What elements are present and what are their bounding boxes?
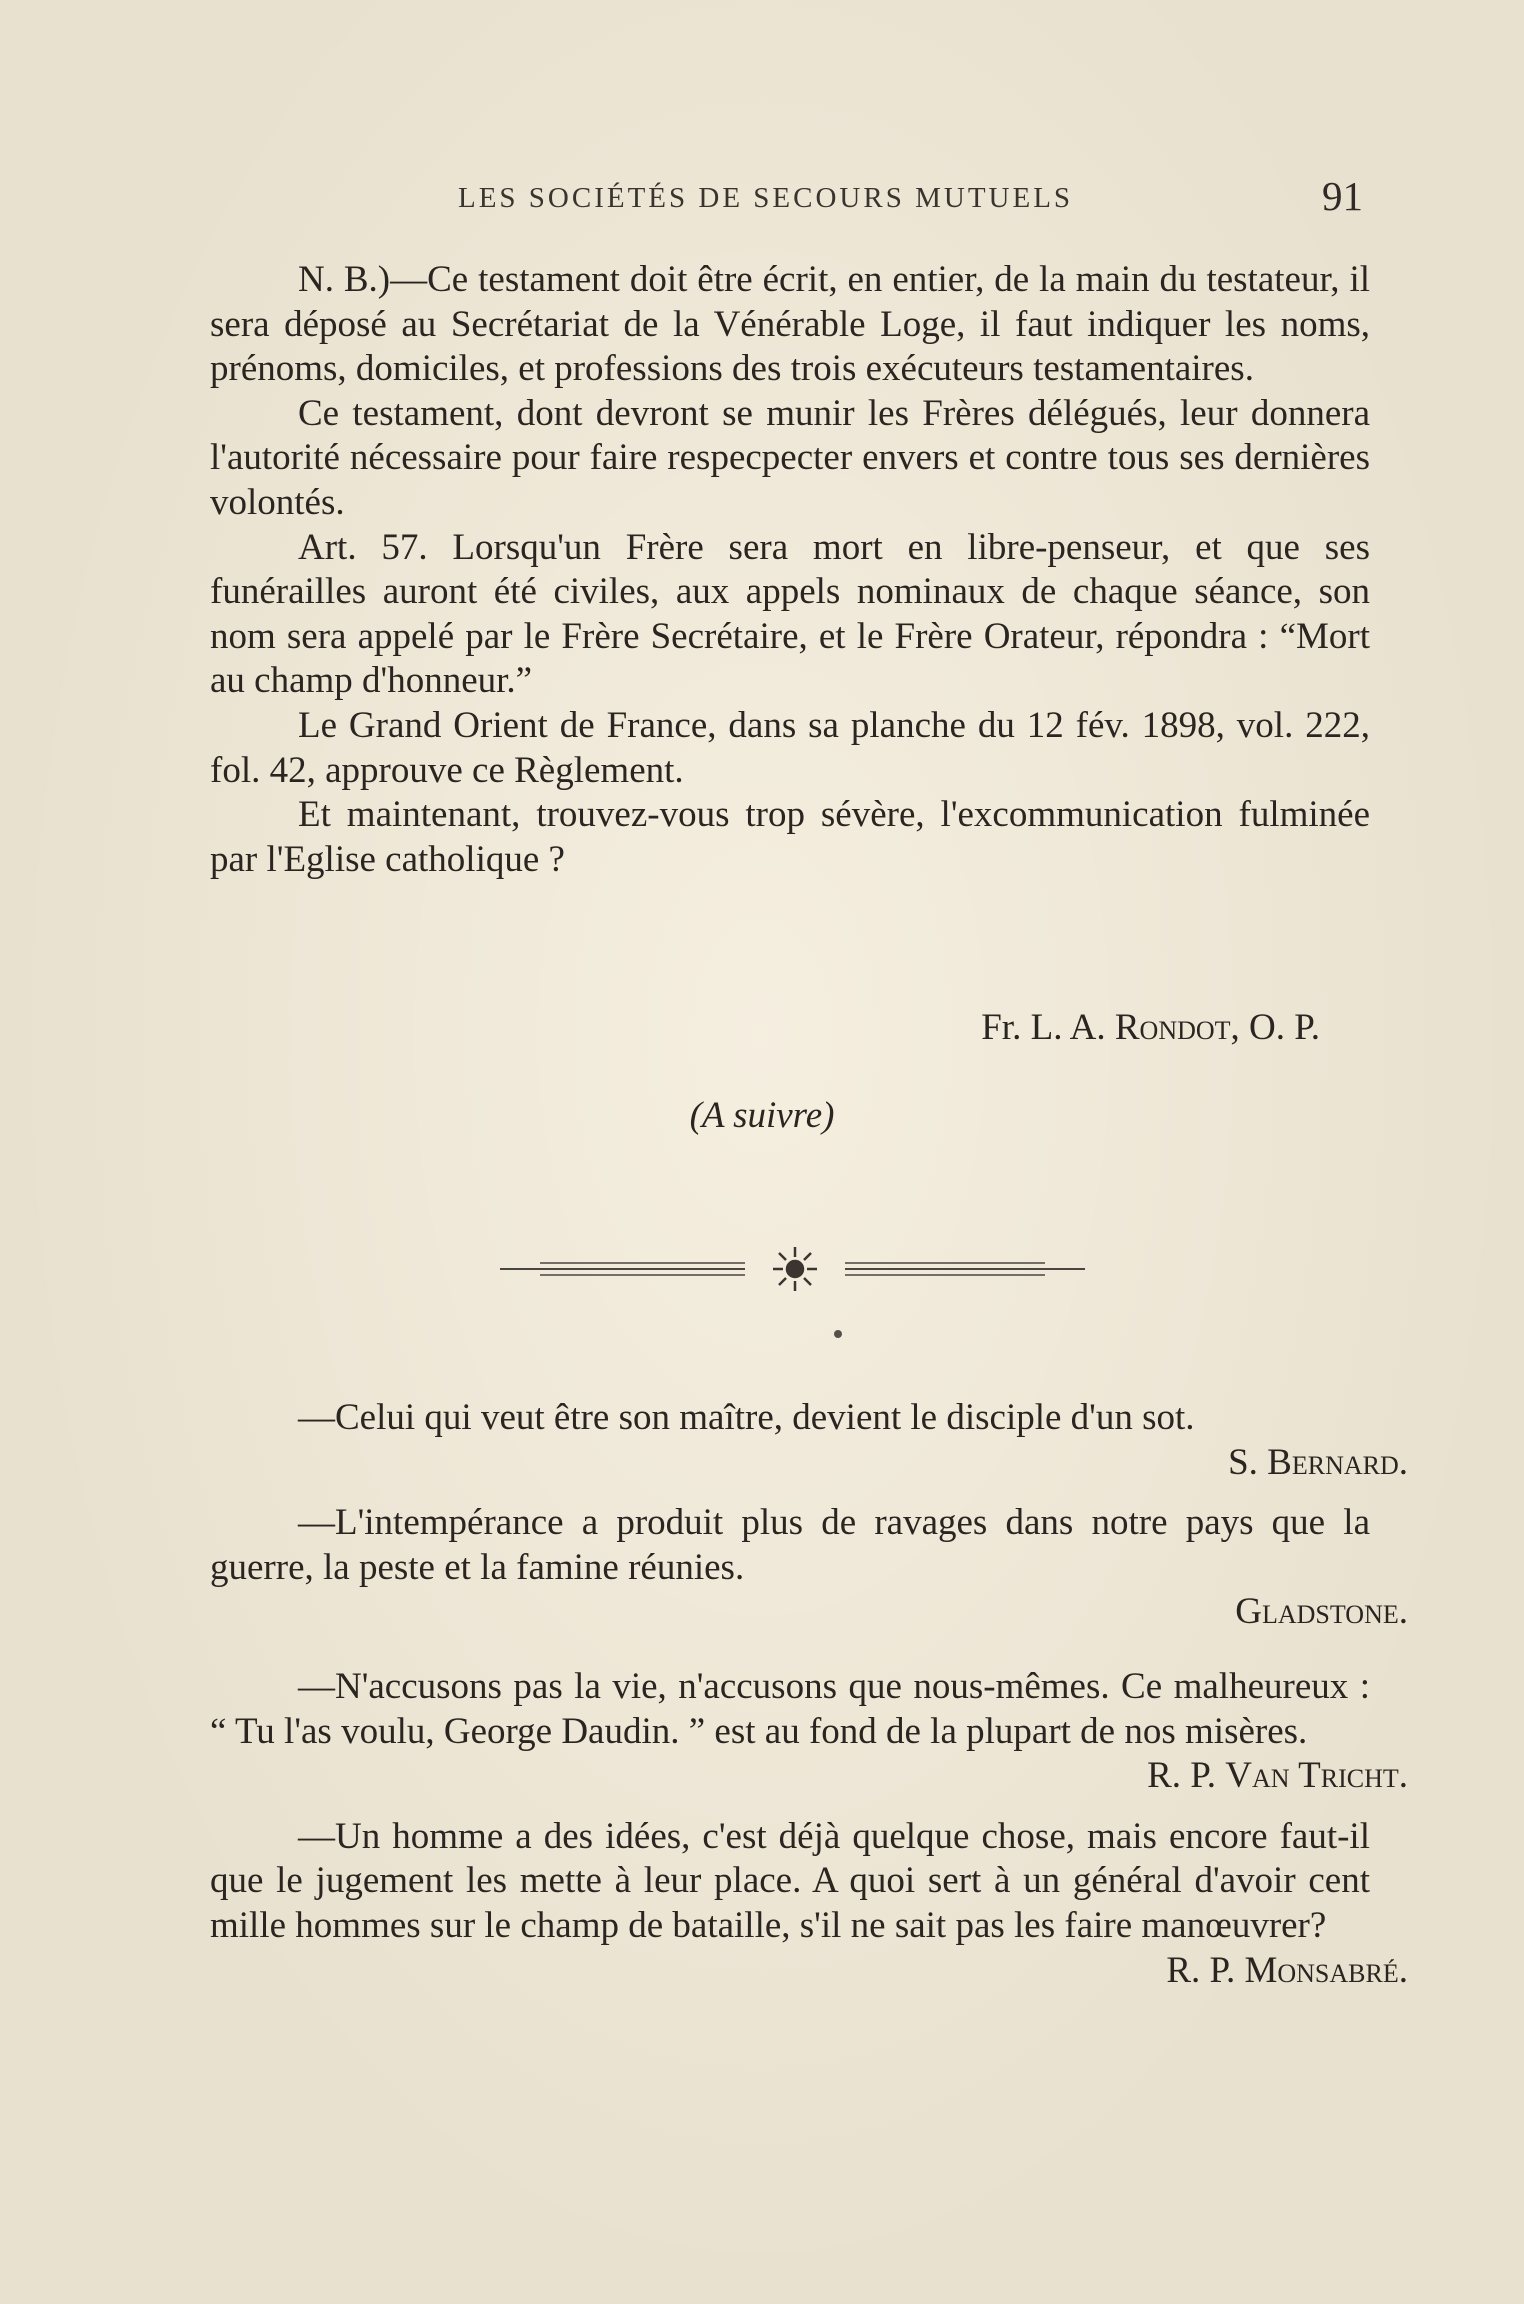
- article-body: [210, 258, 1370, 882]
- paragraph-testament: Ce testament, dont devront se munir les Frères délégués, leur donnera l'autorité nécessaire pour faire respecpecter envers et contre tous ses dernières volontés.: [210, 392, 1370, 523]
- quote-author: R. P. Van Tricht.: [1147, 1755, 1408, 1797]
- page-number: 91: [1322, 173, 1363, 219]
- running-title: LES SOCIÉTÉS DE SECOURS MUTUELS: [458, 182, 1074, 214]
- sunburst-ornament-icon: [773, 1247, 817, 1291]
- signature-prefix: Fr. L. A.: [981, 1007, 1115, 1048]
- quote-text: —L'intempérance a produit plus de ravages dans notre pays que la guerre, la peste et la famine réunies.: [210, 1502, 1370, 1588]
- article-signature: [210, 1006, 1320, 1051]
- signature-suffix: , O. P.: [1230, 1007, 1320, 1048]
- quotes: [210, 1396, 1408, 1993]
- paragraph-article-57: Art. 57. Lorsqu'un Frère sera mort en libre-penseur, et que ses funérailles auront été civiles, aux appels nominaux de chaque séance, son nom sera appelé par le Frère Secrétaire, et le Frère Orateur, répondra : “Mort au champ d'honneur.”: [210, 526, 1370, 702]
- quote-author: R. P. Monsabré.: [1166, 1949, 1408, 1991]
- signature-name: Rondot: [1114, 1007, 1231, 1048]
- paragraph-grand-orient: Le Grand Orient de France, dans sa planche du 12 fév. 1898, vol. 222, fol. 42, approuve ce Règlement.: [210, 704, 1370, 791]
- quote-author: S. Bernard.: [1228, 1441, 1408, 1483]
- quote-text: —Celui qui veut être son maître, devient le disciple d'un sot.: [298, 1397, 1195, 1438]
- to-be-continued: (A suivre): [689, 1095, 835, 1136]
- running-head: [0, 172, 1524, 232]
- quote-text: —N'accusons pas la vie, n'accusons que nous-mêmes. Ce malheureux : “ Tu l'as voulu, George Daudin. ” est au fond de la plupart de nos misères.: [210, 1665, 1370, 1752]
- paragraph-excommunication: Et maintenant, trouvez-vous trop sévère, l'excommunication fulminée par l'Eglise catholique ?: [210, 794, 1370, 880]
- paragraph-note: N. B.)—Ce testament doit être écrit, en entier, de la main du testateur, il sera déposé au Secrétariat de la Vénérable Loge, il faut indiquer les noms, prénoms, domiciles, et professions des trois exécuteurs testamentaires.: [210, 259, 1370, 390]
- stray-dot: [834, 1330, 842, 1338]
- quote-text: —Un homme a des idées, c'est déjà quelque chose, mais encore faut-il que le jugement les mette à leur place. A quoi sert à un général d'avoir cent mille hommes sur le champ de bataille, s'il ne sait pas les faire manœuvrer?: [210, 1815, 1370, 1946]
- ornamental-divider: [500, 1242, 1090, 1292]
- quote-author: Gladstone.: [1235, 1591, 1408, 1633]
